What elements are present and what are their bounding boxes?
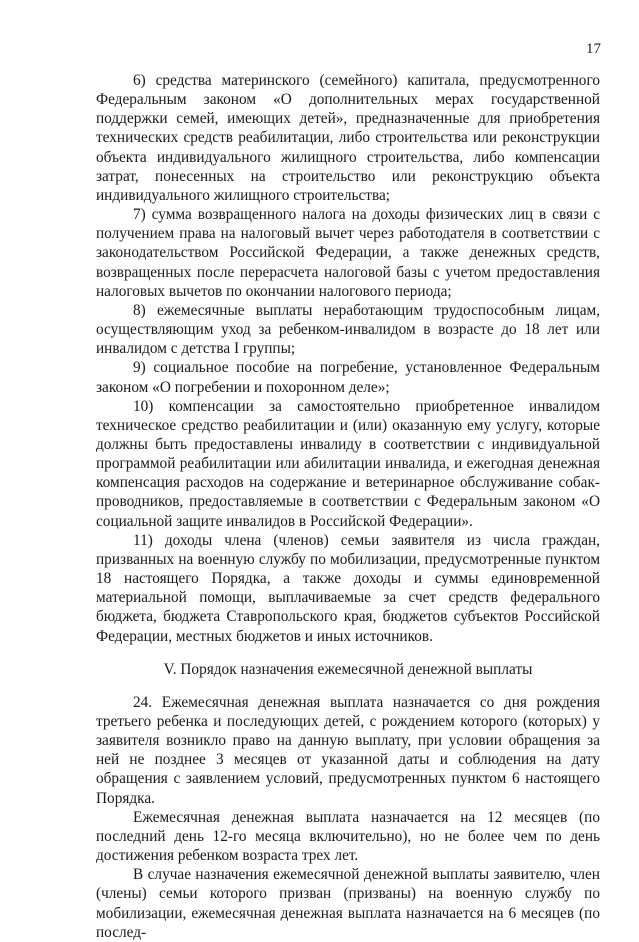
list-item-10: 10) компенсации за самостоятельно приобретенное инвалидом техническое средство реабилитации и (или) оказанную ему услугу, которые должны быть предоставлены инвалиду в соответствии с индивидуальной программой реабилитации или абилитации инвалида, и ежегодная денежная компенсация расходов на содержание и ветеринарное обслуживание собак-проводников, предоставляемые в соответствии с Федеральным законом «О социальной защите инвалидов в Российской Федерации». — [96, 397, 600, 530]
document-body — [96, 71, 600, 942]
list-item-11: 11) доходы члена (членов) семьи заявителя из числа граждан, призванных на военную службу по мобилизации, предусмотренные пунктом 18 настоящего Порядка, а также доходы и суммы единовременной материальной помощи, выплачиваемые за счет средств федерального бюджета, бюджета Ставропольского края, бюджетов субъектов Российской Федерации, местных бюджетов и иных источников. — [96, 531, 600, 645]
list-item-8: 8) ежемесячные выплаты неработающим трудоспособным лицам, осуществляющим уход за ребенком-инвалидом в возрасте до 18 лет или инвалидом с детства I группы; — [96, 301, 600, 358]
paragraph-duration: Ежемесячная денежная выплата назначается на 12 месяцев (по последний день 12-го месяца включительно), но не более чем по день достижения ребенком возраста трех лет. — [96, 808, 600, 865]
list-item-7: 7) сумма возвращенного налога на доходы физических лиц в связи с получением права на налоговый вычет через работодателя в соответствии с законодательством Российской Федерации, а также денежных средств, возвращенных после перерасчета налоговой базы с учетом предоставления налоговых вычетов по окончании налогового периода; — [96, 206, 600, 300]
list-item-9: 9) социальное пособие на погребение, установленное Федеральным законом «О погребении и похоронном деле»; — [96, 359, 600, 396]
paragraph-mobilization: В случае назначения ежемесячной денежной выплаты заявителю, член (члены) семьи которого призван (призваны) на военную службу по мобилизации, ежемесячная денежная выплата назначается на 6 месяцев (по послед- — [96, 866, 600, 941]
section-heading: V. Порядок назначения ежемесячной денежной выплаты — [163, 660, 533, 678]
page-number: 17 — [586, 41, 601, 57]
paragraph-24: 24. Ежемесячная денежная выплата назначается со дня рождения третьего ребенка и последующих детей, с рождением которого (которых) у заявителя возникло право на данную выплату, при условии обращения за ней не позднее 3 месяцев от указанной даты и соблюдения на дату обращения с заявлением условий, предусмотренных пунктом 6 настоящего Порядка. — [96, 693, 600, 807]
list-item-6: 6) средства материнского (семейного) капитала, предусмотренного Федеральным законом «О дополнительных мерах государственной поддержки семей, имеющих детей», предназначенные для приобретения технических средств реабилитации, либо строительства или реконструкции объекта индивидуального жилищного строительства, либо компенсации затрат, понесенных на строительство или реконструкцию объекта индивидуального жилищного строительства; — [96, 72, 600, 204]
